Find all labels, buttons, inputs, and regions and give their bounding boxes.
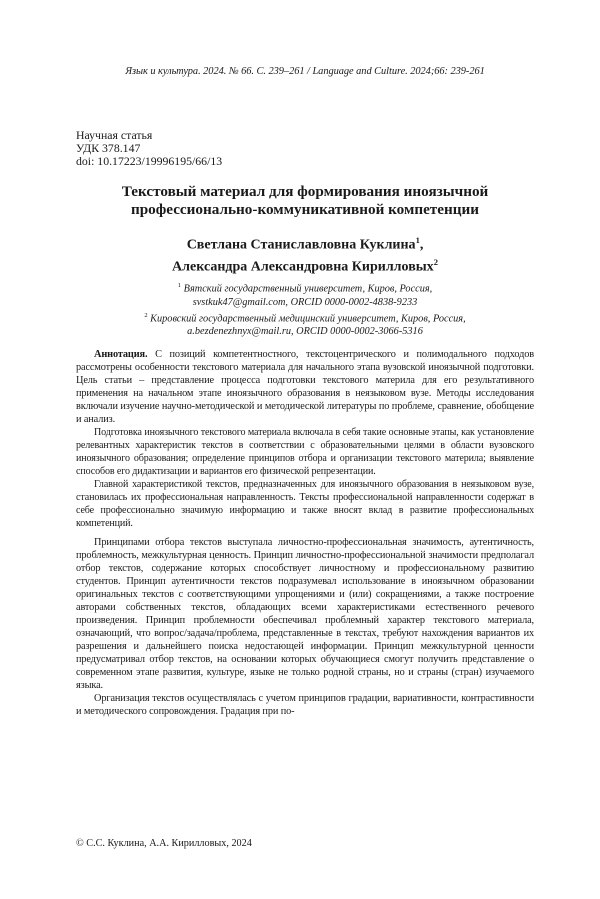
journal-citation-header: Язык и культура. 2024. № 66. С. 239–261 / Language and Culture. 2024;66: 239-261 [70, 66, 540, 77]
author-name: Светлана Станиславловна Куклина [187, 238, 416, 253]
author-affil-mark: 2 [434, 257, 438, 267]
article-title [76, 183, 534, 219]
affiliations [76, 279, 534, 339]
article-body [76, 349, 534, 719]
affil-mark: 2 [144, 312, 147, 319]
author-list [76, 232, 534, 275]
abstract-text: С позиций компетентностного, текстоцентрического и полимодального подходов рассмотрены особенности текстового материала для начального этапа вузовской иноязычной подготовки. Цель статьи – представление процесса подготовки текстового материла для его результативного применения на начальном этапе иноязычного образования в неязыковом вузе. Методы исследования включали изучение научно-методической и методической литературы по проблеме, сравнение, обобщение и анализ. [76, 349, 534, 425]
affil-mark: 1 [178, 282, 181, 289]
affil-institution: Кировский государственный медицинский университет, Киров, Россия, [150, 313, 466, 324]
affil-institution: Вятский государственный университет, Киров, Россия, [184, 283, 433, 294]
author-separator: , [420, 238, 424, 253]
copyright-footer: © С.С. Куклина, А.А. Кирилловых, 2024 [76, 838, 252, 849]
body-paragraph: Принципами отбора текстов выступала личностно-профессиональная значимость, аутентичность, проблемность, межкультурная ценность. Принцип личностно-профессиональной значимости предполагал отбор текстов, содержание которых способствует личностному и профессиональному развитию студентов. Принцип аутентичности текстов подразумевал использование в иноязычном образовании оригинальных текстов с соответствующими упрощениями и (или) сокращениями, а также построение авторами собственных текстов, обладающих всеми характеристиками естественного речевого произведения. Принцип проблемности обеспечивал проблемный характер текстового материала, означающий, что вопрос/задача/проблема, представленные в текстах, требуют нахождения вариантов их разрешения и дальнейшего поиска недостающей информации. Принцип межкультурной ценности предусматривал отбор текстов, на основании которых обучающиеся смогут получить представление о современном этапе развития, культуре, языке не только родной страны, но и страны (стран) изучаемого языка. [76, 537, 534, 693]
abstract-paragraph: Главной характеристикой текстов, предназначенных для иноязычного образования в неязыковом вузе, становилась их профессиональная направленность. Тексты профессиональной направленности содержат в себе профессионально значимую информацию и также вносят вклад в развитие профессиональных компетенций. [76, 479, 534, 531]
udk-code: УДК 378.147 [76, 142, 222, 155]
abstract-label: Аннотация. [94, 349, 147, 360]
doi-link[interactable]: doi: 10.17223/19996195/66/13 [76, 155, 222, 168]
affiliation-2-contact[interactable]: a.bezdenezhnyx@mail.ru, ORCID 0000-0002-3066-5316 [76, 325, 534, 338]
title-line-2: профессионально-коммуникативной компетенции [76, 201, 534, 219]
article-page [0, 0, 600, 899]
abstract-paragraph [76, 349, 534, 427]
abstract-paragraph: Подготовка иноязычного текстового материала включала в себя такие основные этапы, как установление релевантных характеристик текстов в соответствии с образовательными целями в области вузовского иноязычного образования; определение принципов отбора и организации текстового материла; выявление способов его дидактизации и вариантов его физической репрезентации. [76, 427, 534, 479]
affiliation-1 [76, 279, 534, 296]
article-meta [76, 129, 222, 168]
author-affil-mark: 1 [416, 235, 420, 245]
article-type: Научная статья [76, 129, 222, 142]
author-1 [76, 232, 534, 254]
title-line-1: Текстовый материал для формирования иноязычной [76, 183, 534, 201]
author-name: Александра Александровна Кирилловых [172, 259, 434, 274]
author-2 [76, 254, 534, 276]
body-paragraph: Организация текстов осуществлялась с учетом принципов градации, вариативности, контрастивности и методического сопровождения. Градация при по- [76, 693, 534, 719]
affiliation-2 [76, 309, 534, 326]
affiliation-1-contact[interactable]: svstkuk47@gmail.com, ORCID 0000-0002-4838-9233 [76, 296, 534, 309]
